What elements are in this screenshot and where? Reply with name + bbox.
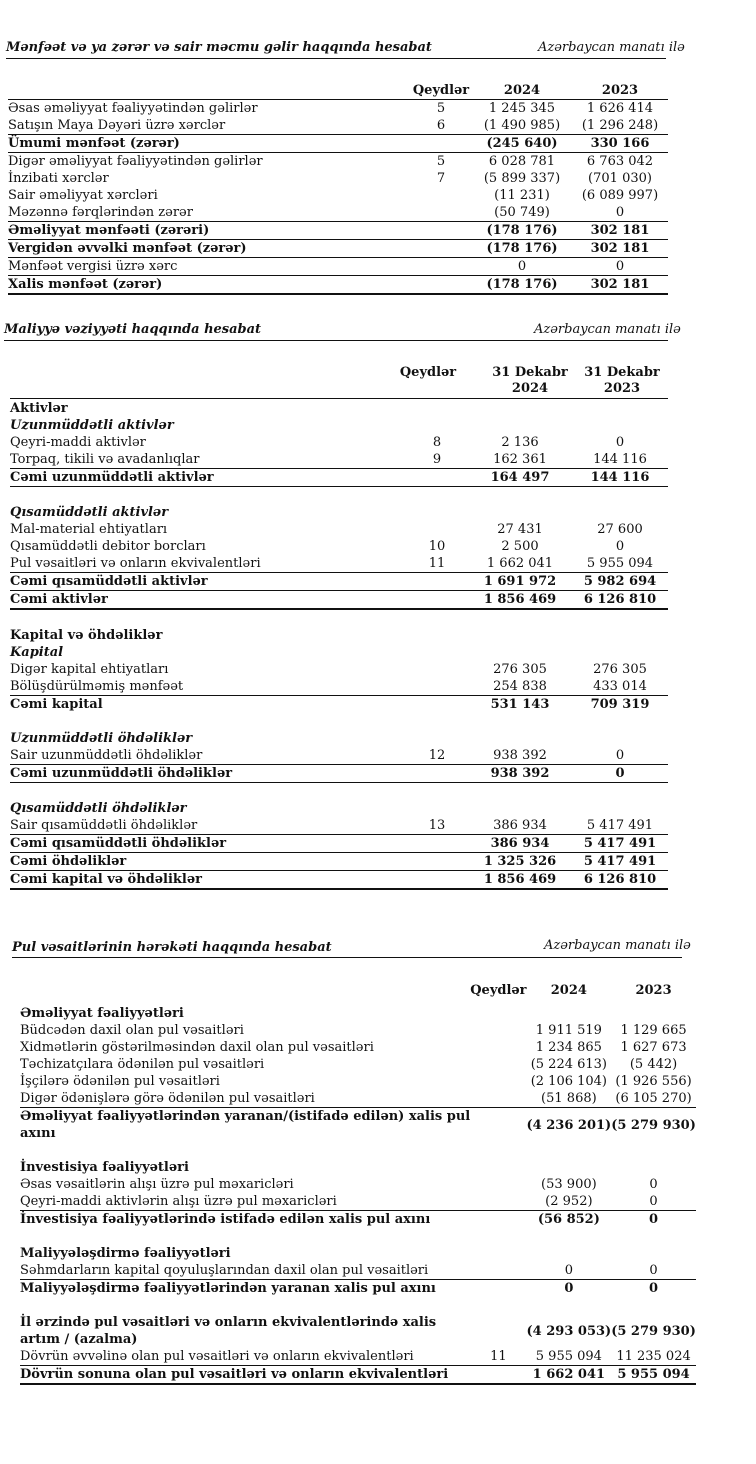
table-row	[20, 1073, 696, 1090]
row-2024: 254 838	[468, 678, 572, 696]
table-row	[8, 258, 668, 276]
table-row-heading	[10, 400, 668, 417]
row-note	[410, 222, 472, 240]
cf-col-2024: 2024	[550, 983, 587, 998]
table-row-total	[10, 853, 668, 871]
row-label: Cəmi aktivlər	[10, 591, 406, 610]
row-2024: (245 640)	[472, 135, 572, 153]
row-2023: 6 126 810	[572, 591, 668, 610]
row-label: Qısamüddətli aktivlər	[10, 505, 169, 520]
bs-col-2023-b: 2023	[603, 381, 641, 396]
table-row	[20, 1022, 696, 1039]
row-2024: 386 934	[468, 817, 572, 835]
row-2023: 302 181	[572, 276, 668, 295]
row-label: Uzunmüddətli öhdəliklər	[10, 731, 193, 746]
table-row-total	[20, 1108, 696, 1143]
cf-col-notes: Qeydlər	[470, 983, 527, 998]
row-label: Digər kapital ehtiyatları	[10, 662, 169, 677]
row-2023: 0	[649, 1177, 658, 1192]
row-label: Əsas vəsaitlərin alışı üzrə pul məxaricləri	[20, 1177, 294, 1192]
row-2024: (56 852)	[537, 1212, 600, 1227]
pnl-col-notes: Qeydlər	[410, 82, 472, 100]
row-2024: 276 305	[493, 662, 547, 677]
row-2024: 1 911 519	[535, 1023, 602, 1038]
row-label: İnvestisiya fəaliyyətləri	[20, 1160, 189, 1175]
row-note: 11	[406, 555, 468, 573]
row-label: Kapital	[10, 645, 64, 660]
row-label: Bölüşdürülməmiş mənfəət	[10, 678, 406, 696]
row-2024: (4 236 201)	[526, 1117, 612, 1133]
cf-unit: Azərbaycan manatı ilə	[544, 938, 691, 953]
row-2024: 938 392	[468, 747, 572, 765]
table-row	[20, 1193, 696, 1211]
row-2023: 1 627 673	[620, 1040, 687, 1055]
row-note: 8	[432, 435, 442, 450]
table-row	[20, 1056, 696, 1073]
row-label: Dövrün əvvəlinə olan pul vəsaitləri və onların ekvivalentləri	[20, 1348, 470, 1366]
row-2023: 302 181	[572, 240, 668, 258]
table-row	[8, 100, 668, 118]
row-2023: (6 105 270)	[611, 1090, 696, 1108]
row-note	[410, 204, 472, 222]
row-label: Əməliyyat fəaliyyətləri	[20, 1006, 184, 1021]
table-row	[20, 1262, 696, 1280]
table-row	[8, 153, 668, 171]
table-row-subheading	[10, 644, 668, 661]
row-2023: 0	[572, 765, 668, 783]
row-2023: 0	[572, 204, 668, 222]
row-2023: (6 089 997)	[581, 188, 659, 203]
row-2024: (178 176)	[472, 276, 572, 295]
bs-header-rule	[10, 398, 668, 399]
pnl-unit: Azərbaycan manatı ilə	[538, 40, 685, 55]
row-label: Sair uzunmüddətli öhdəliklər	[10, 747, 406, 765]
cf-table	[20, 982, 696, 1385]
table-row	[10, 747, 668, 765]
row-label: Qeyri-maddi aktivlərin alışı üzrə pul məxaricləri	[20, 1193, 470, 1211]
row-2023: (5 279 930)	[611, 1323, 696, 1339]
row-label: Sair qısamüddətli öhdəliklər	[10, 817, 406, 835]
table-row-total	[20, 1280, 696, 1298]
row-label: Əməliyyat fəaliyyətlərindən yaranan/(istifadə edilən) xalis pul axını	[20, 1109, 471, 1141]
table-row-heading	[10, 627, 668, 644]
row-2024: 0	[472, 258, 572, 276]
row-note	[406, 521, 468, 538]
table-row-total	[10, 835, 668, 853]
table-row	[20, 1348, 696, 1366]
table-row	[10, 817, 668, 835]
row-note: 12	[406, 747, 468, 765]
row-note	[406, 678, 468, 696]
row-2023: (1 926 556)	[615, 1074, 692, 1089]
row-label: Cəmi qısamüddətli aktivlər	[10, 573, 406, 591]
row-label: Pul vəsaitləri və onların ekvivalentləri	[10, 555, 406, 573]
bs-table	[10, 400, 668, 890]
row-label: Mənfəət vergisi üzrə xərc	[8, 258, 410, 276]
bs-unit: Azərbaycan manatı ilə	[534, 322, 681, 337]
row-2024: 2 500	[501, 539, 539, 554]
row-label: Əsas əməliyyat fəaliyyətindən gəlirlər	[8, 101, 258, 116]
table-row	[10, 678, 668, 696]
row-2024: 1 691 972	[468, 573, 572, 591]
row-label: Dövrün sonuna olan pul vəsaitləri və onların ekvivalentləri	[20, 1366, 470, 1385]
pnl-col-2024: 2024	[472, 82, 572, 100]
row-2023: 144 116	[572, 451, 668, 469]
row-note	[406, 661, 468, 678]
row-label: İnvestisiya fəaliyyətlərində istifadə edilən xalis pul axını	[20, 1212, 431, 1227]
row-label: Səhmdarların kapital qoyuluşlarından daxil olan pul vəsaitləri	[20, 1262, 470, 1280]
row-2024: 386 934	[468, 835, 572, 853]
row-label: Uzunmüddətli aktivlər	[10, 418, 174, 433]
row-2024: 1 325 326	[468, 853, 572, 871]
row-label: Xalis mənfəət (zərər)	[8, 276, 410, 295]
bs-col-2023-a: 31 Dekabr	[584, 365, 660, 380]
table-row	[10, 555, 668, 573]
row-2023: (5 442)	[629, 1057, 678, 1072]
row-note	[410, 187, 472, 204]
table-row-heading	[20, 1005, 696, 1022]
row-2024: (178 176)	[472, 222, 572, 240]
row-2024: (51 868)	[527, 1090, 612, 1108]
table-row-total	[20, 1314, 696, 1348]
row-2024: (11 231)	[494, 188, 550, 203]
row-2023: 144 116	[572, 469, 668, 487]
cf-title: Pul vəsaitlərinin hərəkəti haqqında hesabat	[12, 940, 332, 955]
row-label: Maliyyələşdirmə fəaliyyətləri	[20, 1246, 231, 1261]
table-row	[8, 117, 668, 135]
row-label: Digər əməliyyat fəaliyyətindən gəlirlər	[8, 154, 263, 169]
cf-title-rule	[12, 957, 682, 958]
table-row	[10, 661, 668, 678]
table-row-total	[10, 591, 668, 610]
row-2023: 433 014	[572, 678, 668, 696]
row-2023: 27 600	[597, 522, 643, 537]
row-note: 10	[428, 539, 446, 554]
row-2023: 1 129 665	[620, 1023, 687, 1038]
bs-col-2024-b: 2024	[511, 381, 549, 396]
table-row-total	[20, 1366, 696, 1385]
row-label: Büdcədən daxil olan pul vəsaitləri	[20, 1023, 244, 1038]
row-2023: 5 982 694	[572, 573, 668, 591]
table-row-heading	[20, 1159, 696, 1176]
row-2024: (5 899 337)	[483, 171, 561, 186]
row-2023: 5 417 491	[572, 853, 668, 871]
row-2023: (1 296 248)	[572, 117, 668, 135]
row-2024: (178 176)	[472, 240, 572, 258]
row-2023: 5 417 491	[572, 835, 668, 853]
row-label: Qısamüddətli debitor borcları	[10, 539, 206, 554]
row-2024: 938 392	[468, 765, 572, 783]
row-2023: 0	[611, 1262, 696, 1280]
row-2024: 164 497	[468, 469, 572, 487]
row-2024: 1 234 865	[535, 1040, 602, 1055]
row-note: 6	[410, 117, 472, 135]
row-label: Aktivlər	[10, 401, 68, 416]
row-2023: 0	[572, 747, 668, 765]
row-label: Cəmi kapital və öhdəliklər	[10, 871, 406, 890]
row-2024: 1 856 469	[468, 591, 572, 610]
table-row	[8, 187, 668, 204]
row-2023: 302 181	[572, 222, 668, 240]
row-label: Maliyyələşdirmə fəaliyyətlərindən yaranan xalis pul axını	[20, 1281, 436, 1296]
row-2023: 0	[572, 258, 668, 276]
table-row-total	[10, 469, 668, 487]
row-2024: (1 490 985)	[472, 117, 572, 135]
row-2024: (50 749)	[472, 204, 572, 222]
table-row-total	[10, 765, 668, 783]
row-note: 5	[436, 101, 446, 116]
pnl-table	[8, 82, 668, 295]
row-2023: 11 235 024	[611, 1348, 696, 1366]
table-row-subheading	[10, 504, 668, 521]
row-note: 7	[436, 171, 446, 186]
row-label: Satışın Maya Dəyəri üzrə xərclər	[8, 117, 410, 135]
table-row-total	[8, 276, 668, 295]
row-2024: 0	[564, 1281, 574, 1296]
pnl-header-row	[8, 82, 668, 100]
bs-col-2024-a: 31 Dekabr	[492, 365, 568, 380]
pnl-col-2023: 2023	[572, 82, 668, 100]
row-note	[410, 240, 472, 258]
bs-title-rule	[4, 340, 668, 341]
row-label: Ümumi mənfəət (zərər)	[8, 135, 410, 153]
table-row-total	[8, 135, 668, 153]
row-label: İşçilərə ödənilən pul vəsaitləri	[20, 1074, 220, 1089]
row-label: Qısamüddətli öhdəliklər	[10, 801, 187, 816]
row-note	[410, 135, 472, 153]
bs-title: Maliyyə vəziyyəti haqqında hesabat	[4, 322, 262, 337]
bs-col-notes: Qeydlər	[399, 365, 457, 380]
row-2023: 709 319	[590, 697, 650, 712]
pnl-title: Mənfəət və ya zərər və sair məcmu gəlir haqqında hesabat	[6, 40, 432, 55]
table-row	[10, 538, 668, 555]
row-2024: 27 431	[497, 522, 543, 537]
table-row-subheading	[10, 730, 668, 747]
row-2024: (5 224 613)	[530, 1057, 608, 1072]
row-label: Cəmi uzunmüddətli öhdəliklər	[10, 765, 406, 783]
row-2024: (53 900)	[541, 1177, 597, 1192]
row-2023: (701 030)	[588, 171, 652, 186]
table-row-total	[8, 222, 668, 240]
table-row	[10, 434, 668, 451]
row-2024: 6 028 781	[488, 154, 556, 169]
row-2024: (4 293 053)	[526, 1323, 612, 1339]
row-label: Digər ödənişlərə görə ödənilən pul vəsaitləri	[20, 1090, 470, 1108]
table-row-total	[10, 573, 668, 591]
table-row	[8, 204, 668, 222]
row-label: Məzənnə fərqlərindən zərər	[8, 204, 410, 222]
row-label: Vergidən əvvəlki mənfəət (zərər)	[8, 240, 410, 258]
row-note: 9	[406, 451, 468, 469]
row-label: Sair əməliyyat xərcləri	[8, 188, 158, 203]
row-label: Cəmi qısamüddətli öhdəliklər	[10, 835, 406, 853]
table-row-total	[8, 240, 668, 258]
row-note: 5	[436, 154, 446, 169]
row-label: Torpaq, tikili və avadanlıqlar	[10, 451, 406, 469]
row-2023: 0	[615, 435, 625, 450]
row-label: Cəmi öhdəliklər	[10, 853, 406, 871]
row-2024: 0	[527, 1262, 612, 1280]
row-2024: 2 136	[501, 435, 539, 450]
row-2023: 276 305	[593, 662, 647, 677]
row-note: 11	[470, 1348, 526, 1366]
row-2023: 5 417 491	[572, 817, 668, 835]
row-note	[410, 258, 472, 276]
row-2024: 1 662 041	[527, 1366, 612, 1385]
row-label: Təchizatçılara ödənilən pul vəsaitləri	[20, 1057, 265, 1072]
row-2024: 5 955 094	[527, 1348, 612, 1366]
row-2023: 0	[649, 1212, 659, 1227]
row-label: Qeyri-maddi aktivlər	[10, 435, 146, 450]
row-2023: 330 166	[572, 135, 668, 153]
row-2023: 5 955 094	[611, 1366, 696, 1385]
row-2023: 5 955 094	[572, 555, 668, 573]
cf-col-2023: 2023	[635, 983, 672, 998]
row-2023: 6 763 042	[586, 154, 654, 169]
row-2024: 1 662 041	[468, 555, 572, 573]
table-row-total	[10, 871, 668, 890]
table-row	[8, 170, 668, 187]
row-2023: 1 626 414	[586, 101, 654, 116]
row-2023: 6 126 810	[572, 871, 668, 890]
row-2024: 1 245 345	[488, 101, 556, 116]
table-row-total	[20, 1211, 696, 1229]
row-2024: (2 106 104)	[530, 1074, 608, 1089]
table-row	[10, 451, 668, 469]
row-2023: 0	[649, 1281, 659, 1296]
row-2024: 162 361	[468, 451, 572, 469]
row-label: Mal-material ehtiyatları	[10, 522, 168, 537]
row-2024: (2 952)	[527, 1193, 612, 1211]
row-2024: 531 143	[490, 697, 550, 712]
table-row-subheading	[10, 800, 668, 817]
table-row	[20, 1090, 696, 1108]
row-2023: 0	[611, 1193, 696, 1211]
row-note	[410, 276, 472, 295]
row-2023: (5 279 930)	[611, 1117, 696, 1133]
row-label: Kapital və öhdəliklər	[10, 628, 163, 643]
row-label: Xidmətlərin göstərilməsindən daxil olan pul vəsaitləri	[20, 1040, 374, 1055]
table-row	[20, 1039, 696, 1056]
table-row	[20, 1176, 696, 1193]
table-row-total	[10, 696, 668, 714]
table-row-subheading	[10, 417, 668, 434]
row-label: İl ərzində pul vəsaitləri və onların ekvivalentlərində xalis artım / (azalma)	[20, 1315, 437, 1347]
table-row-heading	[20, 1245, 696, 1262]
row-2023: 0	[615, 539, 625, 554]
row-note: 13	[406, 817, 468, 835]
table-row	[10, 521, 668, 538]
cf-header-row	[20, 982, 696, 999]
row-label: Əməliyyat mənfəəti (zərəri)	[8, 222, 410, 240]
pnl-title-rule	[6, 58, 666, 59]
row-label: Cəmi uzunmüddətli aktivlər	[10, 469, 406, 487]
row-2024: 1 856 469	[468, 871, 572, 890]
row-label: Cəmi kapital	[10, 697, 103, 712]
row-label: İnzibati xərclər	[8, 171, 109, 186]
